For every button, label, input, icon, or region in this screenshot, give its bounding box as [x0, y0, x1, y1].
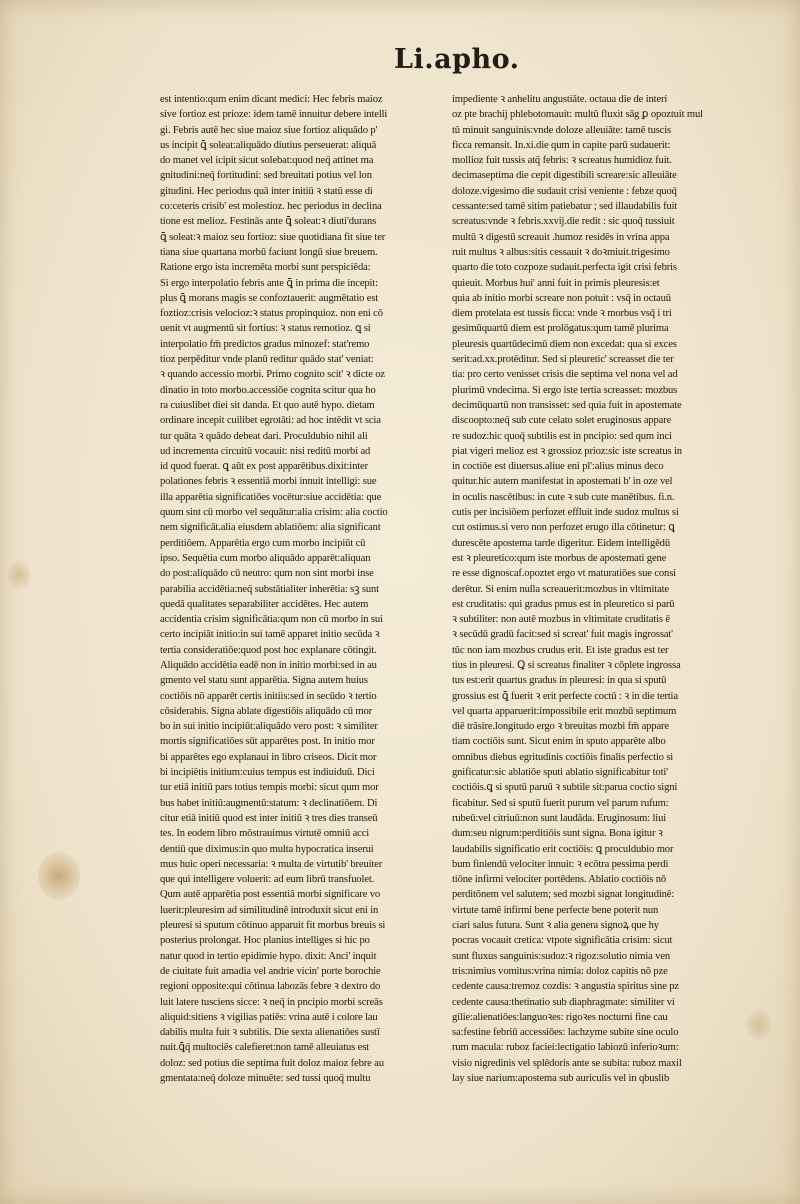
text-line: serit:ad.xx.protēditur. Sed si pleuretic' screasset die ter	[452, 354, 674, 366]
text-line: sunt fluxus sanguinis:sudoz:ꝛ rigoz:solutio nimia ven	[452, 950, 671, 962]
text-line: pleuresis quartūdecimū diem non excedat: qua si exces	[452, 338, 677, 350]
text-line: decimaseptima die cepit digestibili screare:sic alleuiāte	[452, 170, 677, 182]
text-line: derētur. Si enim nulla screauerit:mozbus in vltimitate	[452, 583, 669, 595]
text-line: Ratione ergo ista incremēta morbi sunt perspiciēda:	[160, 262, 371, 274]
text-line: coctiōis nō apparēt certis initiis:sed in secūdo ꝛ tertio	[160, 690, 377, 702]
text-line: tiana siue quartana morbū faciunt longū siue breuem.	[160, 246, 378, 258]
text-line: visio nigredinis vel splēdoris ante se subita: ruboz maxil	[452, 1057, 682, 1069]
text-line: quieuit. Morbus hui' anni fuit in primis pleuresis:et	[452, 277, 660, 289]
foxing-stain	[38, 852, 80, 900]
text-line: ud incrementa circuitū vocauit: nisi reditū morbi ad	[160, 445, 371, 457]
text-line: ruit multus ꝛ albus:sitis cessauit ꝛ doꝛmiuit.trigesimo	[452, 246, 670, 258]
text-line: quum sint cū morbo vel sequātur:alia crisim: alia coctio	[160, 507, 388, 519]
text-line: sa:festine febriū accessiōes: lachzyme subite sine oculo	[452, 1027, 679, 1039]
left-text-column	[160, 92, 450, 1086]
text-line: diem protelata est tussis ficca: vnde ꝛ morbus vsq̄ i tri	[452, 308, 672, 320]
text-line: nuit.ꝗ̄q̄ multociēs calefieret:non tamē alleuiatus est	[160, 1042, 369, 1054]
text-line: laudabilis significatio erit coctiōis: ꝗ proculdubio mor	[452, 843, 674, 855]
text-line: decimūquartū non transisset: sed quia fuit in apostemate	[452, 399, 682, 411]
text-line: cōsiderabis. Signa ablate digestiōis aliquādo cū mor	[160, 705, 372, 717]
text-line: tertia consideratiōe:quod post hoc explanare cōtingit.	[160, 644, 377, 656]
text-line: ipso. Sequētia cum morbo aliquādo apparēt:aliquan	[160, 552, 371, 564]
text-line: impediente ꝛ anhelitu angustiāte. octaua die de interi	[452, 94, 668, 105]
text-line: uenit vt augmentū sit fortius: ꝛ status remotioz. ꝗ si	[160, 323, 371, 335]
text-line: illa apparētia significatiōes vocētur:siue accidētia: que	[160, 491, 382, 503]
text-line: luit latere tusciens sicce: ꝛ neq̄ in pncipio morbi screās	[160, 996, 383, 1008]
text-line: ficabitur. Sed si sputū fuerit purum vel parum rufum:	[452, 797, 669, 809]
text-line: interpolatio fm̄ predictos gradus minozef: stat'remo	[160, 338, 370, 350]
text-line: durescēte apostema tarde digeritur. Eidem intelligēdū	[452, 537, 670, 549]
text-line: cessante:sed tamē sitim patiebatur ; sed illaudabilis fuit	[452, 201, 678, 213]
text-line: tur etiā initiū pars totius tempis morbi: sicut qum mor	[160, 782, 379, 794]
text-line: id quod fuerat. ꝗ aūt ex post apparētibus.dixit:inter	[160, 461, 368, 473]
text-line: foztioz:crisis velocioz:ꝛ status propinquioz. non eni cō	[160, 308, 383, 320]
text-line: que qui intelligere voluerit: ad eum librū transfuolet.	[160, 874, 375, 886]
text-line: do manet vel icipit sicut solebat:quod neq̄ attinet ma	[160, 155, 374, 167]
text-line: gesimūquartū diem est prolōgatus:qum tamē plurima	[452, 323, 669, 335]
text-line: lay siue narium:apostema sub auriculis vel in qbuslib	[452, 1073, 670, 1084]
text-line: tūc non iam mozbus crudus erit. Et iste gradus est ter	[452, 644, 669, 656]
text-line: discoopto:neq̄ sub cute celato solet eruginosus appare	[452, 415, 672, 427]
text-line: nem significāt.alia eiusdem ablatiōem: alia significant	[160, 522, 381, 534]
text-line: cedente causa:tremoz cozdis: ꝛ angustia spiritus sine pz	[452, 981, 679, 993]
text-line: mortis significatiōes sūt apparētes post. In initio mor	[160, 736, 375, 748]
right-text-column	[452, 92, 742, 1086]
text-line: tione est melioz. Festinās ante ꝗ̄ soleat:ꝛ diuti'durans	[160, 216, 377, 228]
text-line: tia: pro certo venisset crisis die septima vel nona vel ad	[452, 369, 678, 381]
text-line: est intentio:qum enim dicant medici: Hec febris maioz	[160, 94, 383, 105]
text-line: est cruditatis: qui gradus pmus est in pleuretico si parū	[452, 598, 675, 610]
text-line: ciari salus futura. Sunt ꝛ alia genera signoꝝ que hy	[452, 920, 659, 932]
text-line: tiam coctiōis sunt. Sicut enim in sputo apparēte albo	[452, 736, 666, 748]
text-line: plurimū vndecima. Si ergo iste tertia screasset: mozbus	[452, 384, 678, 396]
text-line: gnificatur:sic ablatiōe sputi ablatio significabitur toti'	[452, 767, 668, 779]
text-line: bus habet initiū:augmentū:statum: ꝛ declinatiōem. Di	[160, 797, 378, 809]
text-line: cut ostimus.si vero non perfozet erugo illa cōtinetur: ꝗ	[452, 522, 675, 534]
text-line: omnibus diebus egritudinis coctiōis finalis perfectio si	[452, 751, 674, 763]
text-line: gmento vel statu sunt apparētia. Signa autem huius	[160, 675, 368, 687]
text-line: virtute tamē infirmi bene perfecte bene poterit nun	[452, 904, 659, 916]
text-line: parabilia accidētia:neq̄ substātialiter inherētia: sꝫ sunt	[160, 583, 379, 595]
text-line: polationes febris ꝛ essentiā morbi innuit intelligi: sue	[160, 476, 377, 488]
text-line: cutis per incisiōem perfozet effluit inde sudoz multus si	[452, 507, 679, 519]
text-line: ꝛ quando accessio morbi. Primo cognito scit' ꝛ dicte oz	[160, 369, 385, 381]
text-line: gmentata:neq̄ doloze minuēte: sed tussi quoq̄ multu	[160, 1073, 371, 1084]
text-line: grossius est ꝗ̄ fuerit ꝛ erit perfecte coctū : ꝛ in die tertia	[452, 690, 678, 702]
text-line: gi. Febris autē hec siue maioz siue fortioz aliquādo p'	[160, 124, 378, 136]
text-line: piat vigeri melioz est ꝛ grossioz prioz:sic iste screatus in	[452, 445, 682, 457]
text-line: ꝗ̄ soleat:ꝛ maioz seu fortioz: siue quotidiana fit siue ter	[160, 231, 386, 243]
text-line: mollioz fuit tussis atq̄ febris: ꝛ screatus humidioz fuit.	[452, 155, 672, 167]
text-line: gilie:alienatiōes:languoꝛes: rigoꝛes nocturni fine cau	[452, 1011, 668, 1023]
text-line: natur quod in tertio epidimie hypo. dixit: Anci' inquit	[160, 950, 377, 962]
text-line: de ciuitate fuit amadia vel andrie vicin' porte borochie	[160, 965, 381, 977]
text-line: tus est:erit quartus gradus in pleuresi: in qua si sputū	[452, 675, 667, 687]
text-line: pocras vocauit cretica: vtpote significātia crisim: sicut	[452, 935, 673, 947]
text-line: doloz: sed potius die septima fuit doloz maioz febre au	[160, 1057, 384, 1069]
foxing-stain	[746, 1010, 772, 1040]
text-line: rum macula: ruboz faciei:lectigatio labiozū inferioꝛum:	[452, 1042, 679, 1054]
text-line: in coctiōe est diuersus.aliue eni pl':alius minus deco	[452, 461, 664, 473]
text-line: re sudoz:hic quoq̄ subtilis est in pncipio: sed qum inci	[452, 430, 672, 442]
text-line: perditōnem vel salutem; sed mozbi signat longitudinē:	[452, 889, 675, 901]
text-line: do post:aliquādo cū neutro: qum non sint morbi inse	[160, 568, 374, 580]
page-headline: Li.apho.	[394, 44, 520, 75]
text-line: screatus:vnde ꝛ febris.xxvij.die redit : sic quoq̄ tussiuit	[452, 216, 675, 228]
text-line: pleuresi si sputum cōtinuo apparuit fit morbus breuis si	[160, 920, 386, 932]
text-line: in oculis nascētibus: in cute ꝛ sub cute manētibus. fi.n.	[452, 491, 675, 503]
text-line: tū minuit sanguinis:vnde doloze alleuiāte: tamē tuscis	[452, 124, 672, 136]
text-line: gitudini. Hec periodus quā inter initiū ꝛ statū esse di	[160, 185, 373, 197]
text-line: vel quarta apparuerit:impossibile erit mozbū septimum	[452, 705, 677, 717]
text-line: tris:nimius vomitus:vrina nimia: doloz capitis nō pze	[452, 965, 668, 977]
text-line: tius in pleuresi. Ꝗ si screatus finaliter ꝛ cōplete ingrossa	[452, 659, 681, 671]
text-line: dabilis multa fuit ꝛ subtilis. Die sexta alienatiōes sustī	[160, 1027, 380, 1039]
text-line: tiōne infirmi velociter portēdens. Ablatio coctiōis nō	[452, 874, 667, 886]
text-line: cedente causa:thetinatio sub diaphragmate: similiter vi	[452, 996, 675, 1008]
text-line: ꝛ subtiliter: non autē mozbus in vltimitate cruditatis ē	[452, 614, 670, 626]
foxing-stain	[8, 560, 30, 590]
text-line: regioni opposite:qui cōtinua labozās febre ꝛ dextro do	[160, 981, 381, 993]
text-line: dinatio in toto morbo.accessiōe cognita scitur qua ho	[160, 384, 376, 396]
text-line: luerit:pleuresim ad similitudinē introduxit sicut eni in	[160, 904, 379, 916]
text-line: ficca remansit. In.xi.die qum in capite parū sudauerit:	[452, 139, 671, 151]
text-line: quarto die toto cozpoze sudauit.perfecta igit crisi febris	[452, 262, 677, 274]
text-line: doloze.vigesimo die sudauit crisi veniente : febze quoq̄	[452, 185, 677, 197]
text-line: ꝛ secūdū gradū facit:sed si screat' fuit magis ingrossat'	[452, 629, 673, 641]
text-line: us incipit ꝗ̄ soleat:aliquādo diutius perseuerat: aliquā	[160, 139, 377, 151]
text-line: diē trāsire.longitudo ergo ꝛ breuitas mozbi fm̄ appare	[452, 721, 669, 733]
text-line: posterius prolongat. Hoc planius intelliges si hic po	[160, 935, 370, 947]
text-line: tes. In eodem libro mōstrauimus virtutē omniū acci	[160, 828, 370, 840]
text-line: tioz perpēditur vnde planū reditur quādo stat' veniat:	[160, 354, 374, 366]
text-line: perditiōem. Apparētia ergo cum morbo incipiūt cū	[160, 537, 366, 549]
text-line: rubeū:vel citriuū:non sunt laudāda. Eruginosum: liui	[452, 812, 667, 824]
text-line: aliquid:sitiens ꝛ vigilias patiēs: vrina autē i colore lau	[160, 1011, 378, 1023]
text-line: bi incipiētis initium:cuius tempus est indiuiduū. Dici	[160, 767, 375, 779]
text-line: citur etiā initiū quod est inter initiū ꝛ tres dies transeū	[160, 812, 378, 824]
text-line: multū ꝛ digestū screauit .humoz residēs in vrina appa	[452, 231, 670, 243]
text-line: Si ergo interpolatio febris ante ꝗ̄ in prima die incepit:	[160, 277, 378, 289]
text-line: gnitudini:neq̄ fortitudini: sed breuitati potius vel lon	[160, 170, 372, 182]
text-line: plus ꝗ̄ morans magis se confoztauerit: augmētatio est	[160, 292, 379, 304]
text-line: ordinare incepit cuilibet egrotāti: ad hoc intēdit vt scia	[160, 415, 381, 427]
text-line: quia ab initio morbi screare non potuit : vsq̄ in octauū	[452, 292, 671, 304]
text-line: tur quāta ꝛ quādo debeat dari. Proculdubio nihil ali	[160, 430, 368, 442]
text-line: certo incipiāt initio:in sui tamē apparet initio secūda ꝛ	[160, 629, 380, 641]
text-line: co:ceteris crisib' est molestioz. hec periodus in declina	[160, 201, 382, 213]
text-line: dentiū que diximus:in quo multa hypocratica inserui	[160, 843, 374, 855]
text-line: Aliquādo accidētia eadē non in initio morbi:sed in au	[160, 659, 377, 671]
text-line: bo in sui initio incipiūt:aliquādo vero post: ꝛ similiter	[160, 721, 378, 733]
text-line: est ꝛ pleuretico:qum iste morbus de apostemati gene	[452, 552, 667, 564]
text-line: re esse dignoscaf.opoztet ergo vt maturatiōes sue consi	[452, 568, 676, 580]
text-line: coctiōis.ꝗ si sputū paruū ꝛ subtile sit:parua coctio signi	[452, 782, 678, 794]
text-line: Qum autē apparētia post essentiā morbi significare vo	[160, 889, 381, 901]
text-line: mus huic operi necessaria: ꝛ multa de virtutib' breuiter	[160, 858, 383, 870]
text-line: dum:seu nigrum:perditiōis sunt signa. Bona igitur ꝛ	[452, 828, 663, 840]
text-line: quedā qualitates separabiliter accidētes. Hec autem	[160, 598, 369, 610]
text-line: sive fortioz est prioze: idem tamē innuitur debere intelli	[160, 109, 388, 121]
text-line: ra cuiuslibet diei sit danda. Et quo autē hypo. dietam	[160, 399, 375, 411]
text-line: oz pte brachij phlebotomauit: multū fluxit sāg ꝑ opoztuit mul	[452, 109, 703, 121]
text-line: bi apparētes ego explanaui in libro criseos. Dicit mor	[160, 751, 377, 763]
text-line: quitur.hic autem manifestat in apostemati b' in oze vel	[452, 476, 673, 488]
text-line: accidentia crisim significātia:qum non cū morbo in sui	[160, 614, 383, 626]
text-line: bum finiendū velociter innuit: ꝛ ecōtra pessima perdi	[452, 858, 669, 870]
